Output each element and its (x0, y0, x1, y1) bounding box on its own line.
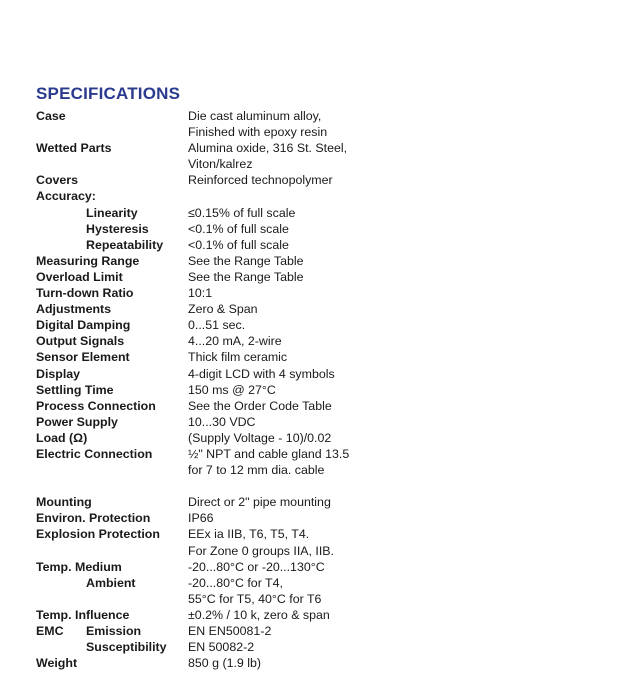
spec-row (36, 607, 596, 623)
spec-row (36, 253, 596, 269)
spec-value: Direct or 2" pipe mounting (188, 495, 331, 510)
spec-row (36, 333, 596, 349)
spec-label: Environ. Protection (36, 511, 151, 526)
page-title: SPECIFICATIONS (36, 84, 181, 103)
spec-value: <0.1% of full scale (188, 237, 289, 252)
spec-label: Ambient (86, 575, 136, 590)
spec-sublabel: Emission (86, 624, 142, 638)
specifications-table (36, 108, 596, 671)
spec-label (36, 124, 188, 140)
spec-row (36, 414, 596, 430)
spec-row (36, 269, 596, 285)
spec-group-label: EMC (36, 624, 64, 638)
spec-label: Temp. Influence (36, 607, 130, 622)
spec-row (36, 591, 596, 607)
spec-row (36, 205, 596, 221)
spec-row (36, 285, 596, 301)
spec-label: Temp. Medium (36, 559, 122, 574)
spec-value: -20...80°C or -20...130°C (188, 559, 325, 574)
spec-row (36, 366, 596, 382)
spec-row (36, 510, 596, 526)
spec-value: EEx ia IIB, T6, T5, T4. (188, 527, 310, 542)
spec-value: 4...20 mA, 2-wire (188, 334, 282, 349)
spec-value: Reinforced technopolymer (188, 173, 333, 188)
spec-value: See the Range Table (188, 253, 304, 268)
spec-label: Mounting (36, 495, 92, 510)
spec-value: Viton/kalrez (188, 157, 253, 172)
spec-value: 150 ms @ 27°C (188, 382, 276, 397)
spec-value: See the Order Code Table (188, 398, 332, 413)
spec-value: See the Range Table (188, 269, 304, 284)
spec-value: 10...30 VDC (188, 414, 256, 429)
spec-label: Measuring Range (36, 253, 140, 268)
spec-label: Sensor Element (36, 350, 130, 365)
spec-row (36, 478, 596, 494)
spec-row (36, 108, 596, 124)
spec-label: Weight (36, 656, 78, 671)
spec-value: -20...80°C for T4, (188, 575, 283, 590)
spec-value: 0...51 sec. (188, 318, 246, 333)
spec-row (36, 349, 596, 365)
spec-label (36, 591, 188, 607)
spec-row (36, 430, 596, 446)
spec-label: Susceptibility (86, 640, 167, 655)
spec-row (36, 172, 596, 188)
spec-value: 10:1 (188, 286, 213, 301)
spec-value: 850 g (1.9 lb) (188, 656, 262, 671)
spec-value: ≤0.15% of full scale (188, 205, 296, 220)
spec-row (36, 301, 596, 317)
spec-label: Case (36, 109, 66, 123)
spec-value: ½" NPT and cable gland 13.5 (188, 446, 350, 461)
spec-value: 4-digit LCD with 4 symbols (188, 366, 335, 381)
spec-label: Linearity (86, 205, 138, 220)
spec-label: Settling Time (36, 382, 114, 397)
spec-row (36, 156, 596, 172)
spec-label: Accuracy: (36, 189, 96, 204)
spec-value: EN EN50081-2 (188, 624, 272, 638)
spec-label: Explosion Protection (36, 527, 160, 542)
spec-value: IP66 (188, 511, 214, 526)
spec-row (36, 639, 596, 655)
spec-row (36, 221, 596, 237)
spec-label: Hysteresis (86, 221, 149, 236)
spec-value (188, 478, 596, 494)
spec-label (36, 478, 188, 494)
spec-row (36, 140, 596, 156)
spec-label: Wetted Parts (36, 141, 112, 156)
spec-value: EN 50082-2 (188, 640, 255, 655)
spec-value (188, 188, 596, 204)
spec-value: Thick film ceramic (188, 350, 288, 365)
spec-row (36, 494, 596, 510)
spec-value: <0.1% of full scale (188, 221, 289, 236)
spec-label: Load (Ω) (36, 430, 88, 445)
spec-label: Digital Damping (36, 318, 131, 333)
spec-row (36, 124, 596, 140)
spec-row (36, 237, 596, 253)
spec-label: Adjustments (36, 302, 112, 317)
spec-row (36, 559, 596, 575)
spec-row (36, 188, 596, 204)
spec-label: Overload Limit (36, 269, 123, 284)
spec-value: Finished with epoxy resin (188, 125, 328, 140)
spec-value: Die cast aluminum alloy, (188, 109, 322, 123)
spec-label: Turn-down Ratio (36, 286, 134, 301)
spec-label: Repeatability (86, 237, 164, 252)
spec-value: 55°C for T5, 40°C for T6 (188, 591, 322, 606)
spec-label: Covers (36, 173, 79, 188)
spec-row (36, 462, 596, 478)
spec-label: Output Signals (36, 334, 125, 349)
spec-row (36, 446, 596, 462)
spec-label (36, 543, 188, 559)
spec-label (36, 623, 188, 639)
spec-value: (Supply Voltage - 10)/0.02 (188, 430, 332, 445)
spec-label: Power Supply (36, 414, 118, 429)
spec-row (36, 398, 596, 414)
spec-row (36, 623, 596, 639)
spec-value: Zero & Span (188, 302, 258, 317)
spec-row (36, 543, 596, 559)
spec-label (36, 462, 188, 478)
spec-label (36, 156, 188, 172)
spec-value: for 7 to 12 mm dia. cable (188, 463, 325, 478)
spec-row (36, 382, 596, 398)
spec-value: For Zone 0 groups IIA, IIB. (188, 543, 335, 558)
spec-row (36, 526, 596, 542)
spec-value: ±0.2% / 10 k, zero & span (188, 607, 330, 622)
spec-value: Alumina oxide, 316 St. Steel, (188, 141, 348, 156)
spec-label: Electric Connection (36, 446, 153, 461)
spec-label: Display (36, 366, 81, 381)
spec-row (36, 317, 596, 333)
spec-label: Process Connection (36, 398, 156, 413)
spec-row (36, 575, 596, 591)
spec-row (36, 655, 596, 671)
